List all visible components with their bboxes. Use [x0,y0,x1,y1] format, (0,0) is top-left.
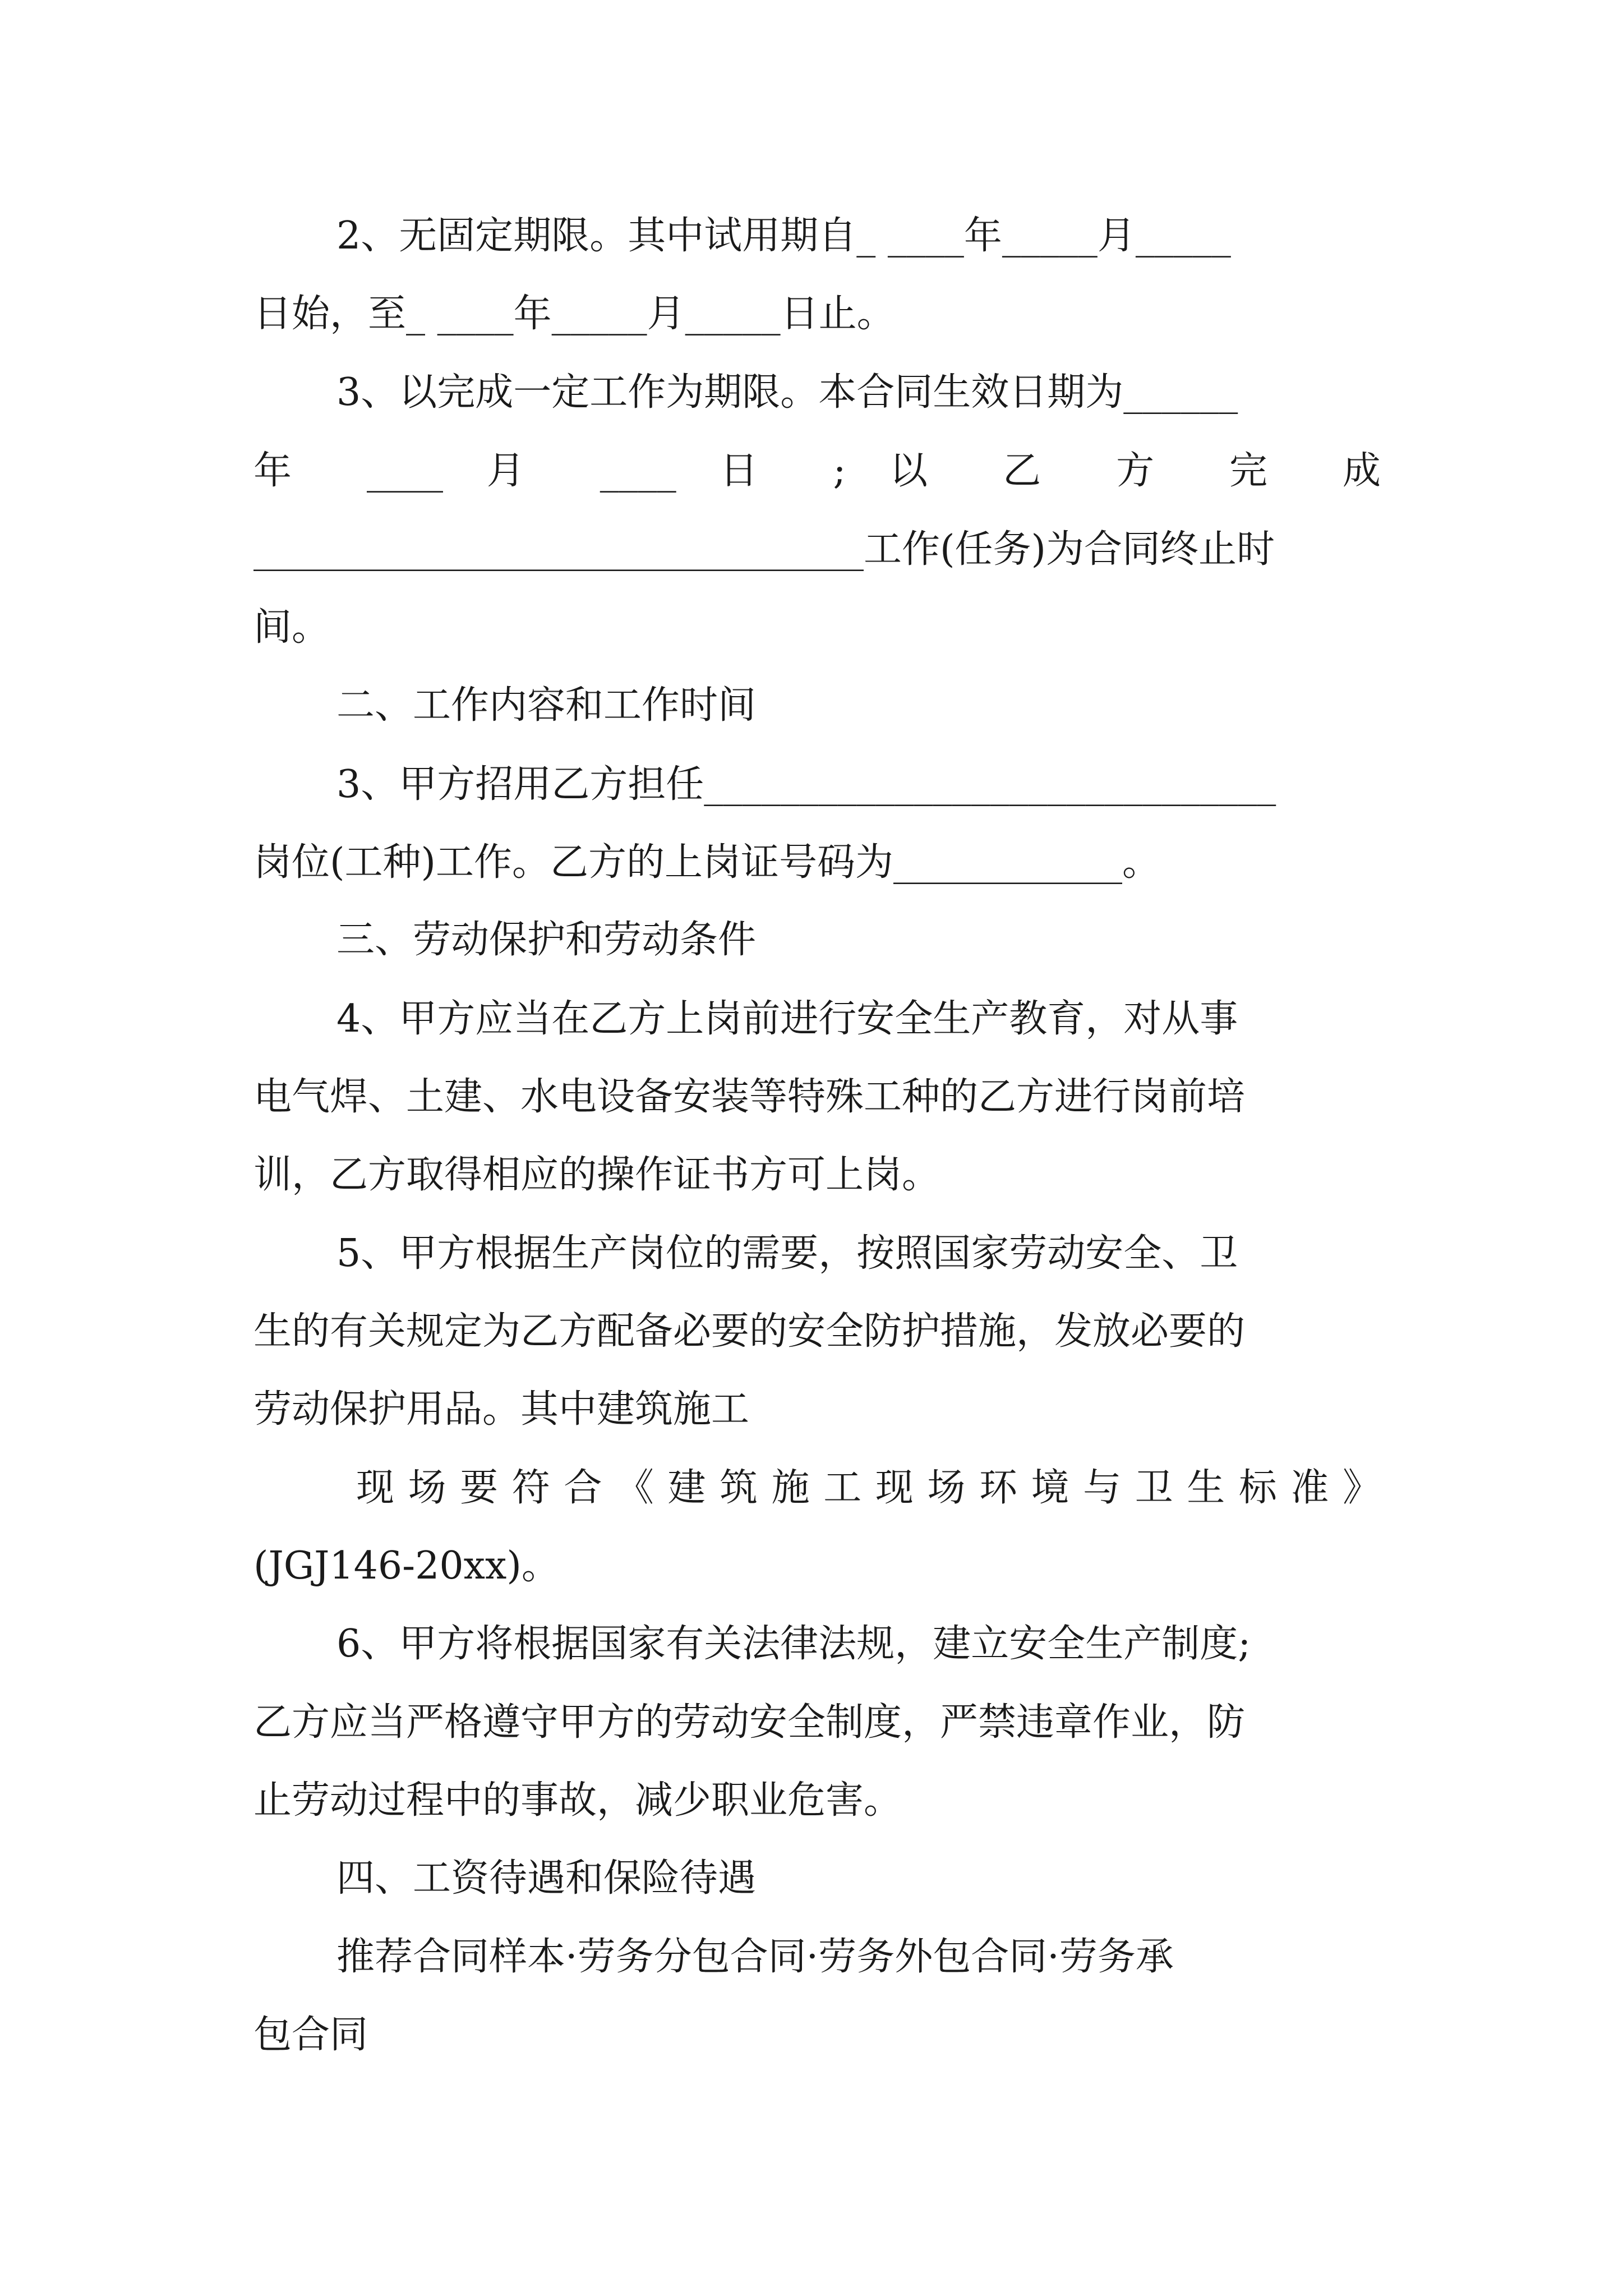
paragraph-line: 年 ____ 月 ____ 日 ; 以 乙 方 完 成 [253,449,1381,493]
section-heading: 二、工作内容和工作时间 [336,683,757,728]
paragraph-line: 电气焊、土建、水电设备安装等特殊工种的乙方进行岗前培 [253,1075,1246,1119]
paragraph-line: 4、甲方应当在乙方上岗前进行安全生产教育，对从事 [336,997,1238,1041]
paragraph-line: 训，乙方取得相应的操作证书方可上岗。 [253,1153,940,1197]
paragraph-line: 乙方应当严格遵守甲方的劳动安全制度，严禁违章作业，防 [253,1700,1246,1745]
section-heading: 四、工资待遇和保险待遇 [336,1856,757,1901]
paragraph-line: 日始，至_ ____年_____月_____日止。 [253,292,895,336]
section-heading: 三、劳动保护和劳动条件 [336,918,757,962]
paragraph-line: 劳动保护用品。其中建筑施工 [253,1387,750,1432]
paragraph-line: 现场要符合《建筑施工现场环境与卫生标准》 [356,1466,1381,1510]
paragraph-line: 3、甲方招用乙方担任______________________________ [336,762,1276,807]
paragraph-line: 3、以完成一定工作为期限。本合同生效日期为______ [336,370,1238,415]
paragraph-line: (JGJ146-20xx)。 [253,1544,560,1588]
paragraph-line: ________________________________工作(任务)为合同终止时 [253,527,1275,572]
paragraph-line: 5、甲方根据生产岗位的需要，按照国家劳动安全、卫 [336,1231,1238,1276]
paragraph-line: 止劳动过程中的事故，减少职业危害。 [253,1778,902,1823]
paragraph-line: 间。 [253,605,330,650]
paragraph-line: 6、甲方将根据国家有关法律法规，建立安全生产制度; [336,1622,1251,1666]
paragraph-line: 2、无固定期限。其中试用期自_ ____年_____月_____ [336,214,1231,258]
paragraph-line: 包合同 [253,2013,368,2057]
paragraph-line: 生的有关规定为乙方配备必要的安全防护措施，发放必要的 [253,1309,1246,1354]
paragraph-line: 推荐合同样本·劳务分包合同·劳务外包合同·劳务承 [336,1935,1174,1979]
paragraph-line: 岗位(工种)工作。乙方的上岗证号码为____________。 [253,840,1161,885]
